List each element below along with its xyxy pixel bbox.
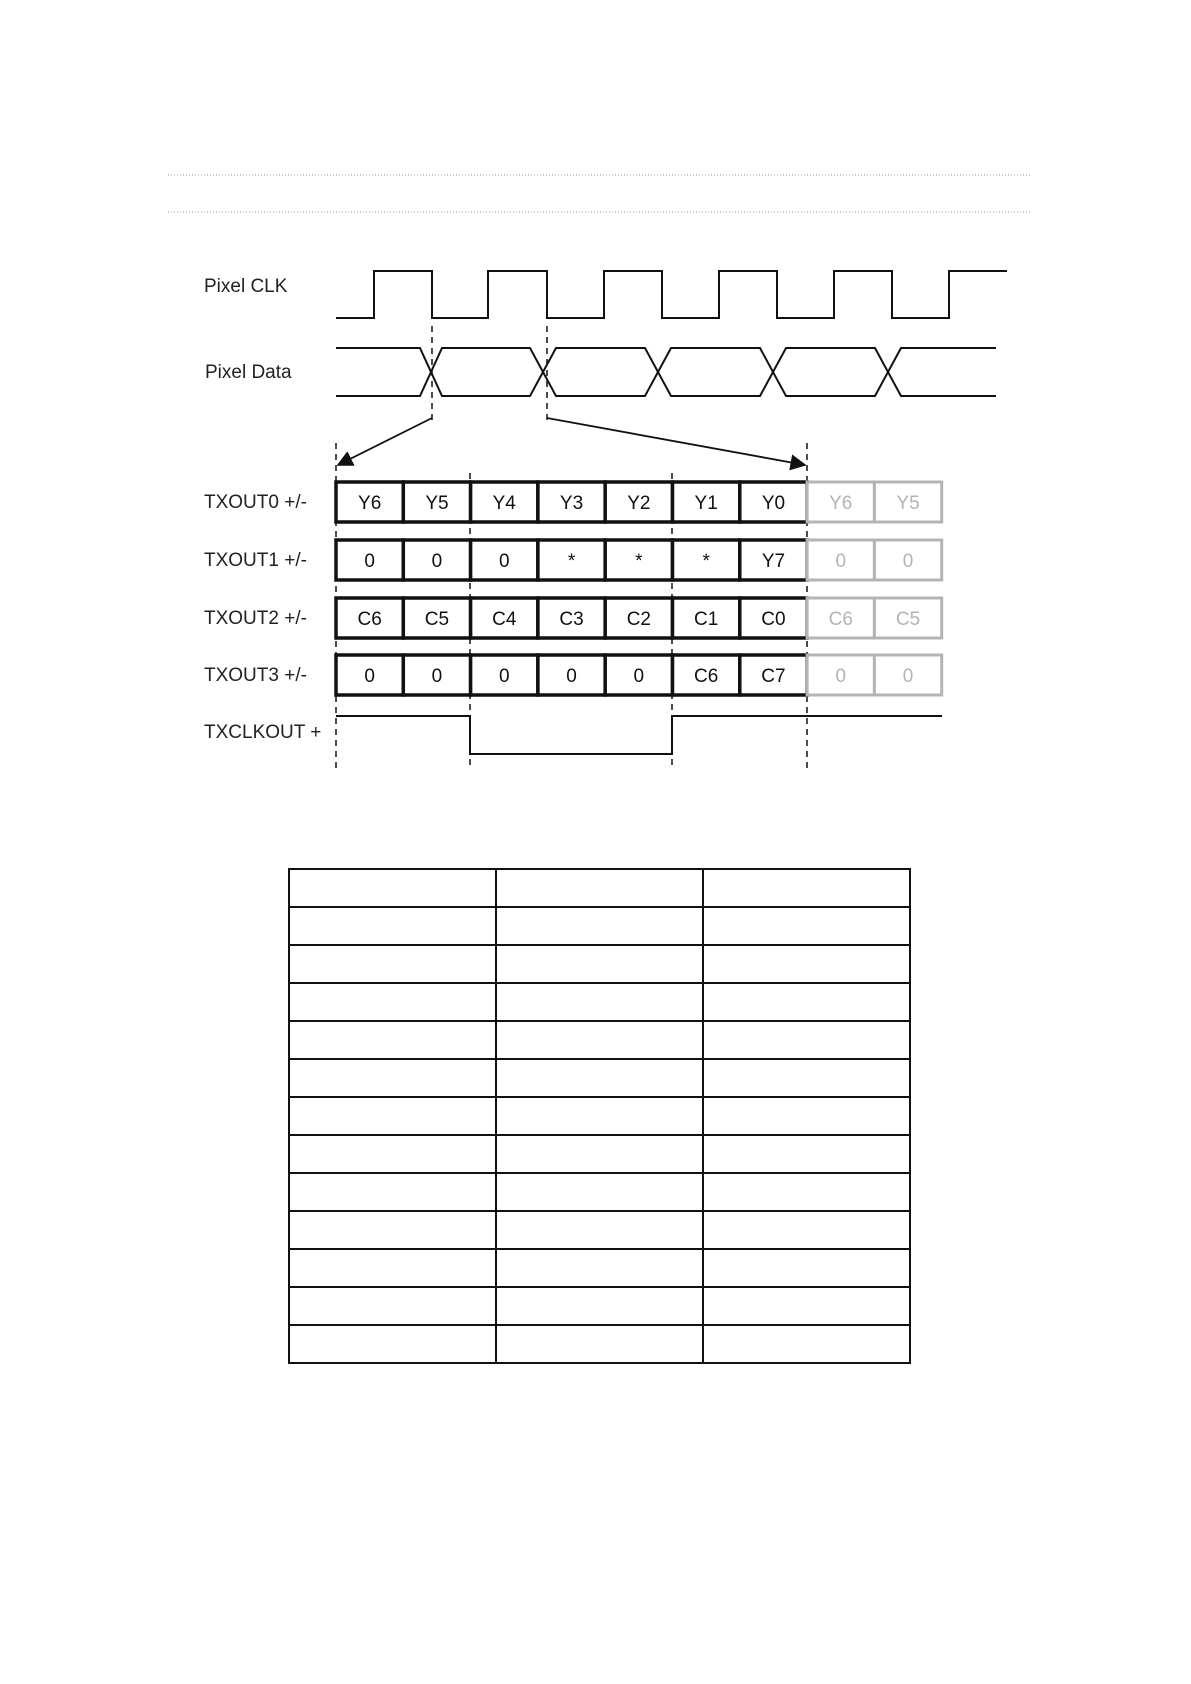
table-row [289, 1021, 910, 1059]
table-cell [289, 869, 496, 907]
lane-cell-label: C6 [357, 609, 382, 630]
table-cell [703, 1097, 910, 1135]
lane-cell-label: Y6 [358, 493, 382, 514]
table-cell [703, 945, 910, 983]
table-row [289, 907, 910, 945]
lane-cell-label: Y5 [896, 493, 920, 514]
label-txclkout: TXCLKOUT + [204, 722, 322, 743]
table-row [289, 1135, 910, 1173]
lane-cell-label: Y6 [829, 493, 853, 514]
table-cell [703, 1325, 910, 1363]
lane-cell-label: 0 [364, 666, 375, 687]
lane-cell-label: C5 [424, 609, 450, 630]
table-row [289, 1173, 910, 1211]
table-row [289, 945, 910, 983]
label-txout3: TXOUT3 +/- [204, 665, 307, 686]
table-cell [496, 1173, 703, 1211]
lane-cell-label: C3 [559, 609, 584, 630]
table-cell [496, 907, 703, 945]
label-txout2: TXOUT2 +/- [204, 608, 307, 629]
table-cell [496, 1059, 703, 1097]
table-cell [703, 1135, 910, 1173]
table-cell [289, 1287, 496, 1325]
lane-cell-label: C0 [761, 609, 786, 630]
table-cell [289, 1325, 496, 1363]
lane-cell-label: C1 [694, 609, 719, 630]
lane-cell-label: 0 [835, 551, 847, 572]
table-cell [289, 1097, 496, 1135]
table-cell [496, 1325, 703, 1363]
lane-cell-label: * [702, 551, 710, 572]
lane-cell-label: 0 [902, 666, 914, 687]
lane-cell-label: 0 [566, 666, 577, 687]
pin-assignment-table [288, 868, 911, 1364]
lane-cell-label: Y4 [492, 493, 516, 514]
serial-lanes [336, 482, 942, 695]
table-cell [496, 1097, 703, 1135]
lane-cell-label: 0 [364, 551, 375, 572]
table-row [289, 1325, 910, 1363]
table-cell [289, 945, 496, 983]
lane-cell-label: C7 [761, 666, 786, 687]
table-cell [703, 983, 910, 1021]
pixel-clk-waveform [336, 271, 1007, 318]
label-txout0: TXOUT0 +/- [204, 492, 307, 513]
table-cell [496, 1021, 703, 1059]
arrow-to-frame-start [338, 418, 432, 465]
table-cell [496, 945, 703, 983]
table-cell [703, 1021, 910, 1059]
table-row [289, 983, 910, 1021]
label-pixel-clk: Pixel CLK [204, 276, 288, 297]
lane-cell-label: * [635, 551, 643, 572]
lane-cell-label: 0 [431, 551, 443, 572]
lane-cell-label: C6 [828, 609, 853, 630]
lane-cell-label: * [567, 551, 576, 572]
table-cell [703, 869, 910, 907]
table-row [289, 1211, 910, 1249]
table-cell [496, 1135, 703, 1173]
table-cell [289, 1021, 496, 1059]
lane-cell-label: 0 [431, 666, 443, 687]
table-cell [289, 1135, 496, 1173]
lane-cell-label: C2 [626, 609, 651, 630]
table-cell [289, 907, 496, 945]
table-row [289, 1059, 910, 1097]
table-cell [496, 1211, 703, 1249]
arrow-to-frame-end [547, 418, 805, 465]
lane-cell-label: Y0 [761, 493, 786, 514]
lane-cell-label: 0 [498, 666, 510, 687]
table-cell [496, 983, 703, 1021]
table-cell [289, 1249, 496, 1287]
lane-cell-label: C5 [895, 609, 921, 630]
table-cell [703, 907, 910, 945]
lane-cell-label: 0 [633, 666, 645, 687]
table-row [289, 1287, 910, 1325]
table-cell [703, 1173, 910, 1211]
table-cell [703, 1211, 910, 1249]
lane-cell-label: Y7 [761, 551, 786, 572]
txclkout-waveform [336, 716, 942, 754]
table-cell [496, 1287, 703, 1325]
table-cell [289, 1059, 496, 1097]
lane-cell-label: 0 [835, 666, 847, 687]
lane-cell-label: Y5 [425, 493, 449, 514]
table-row [289, 869, 910, 907]
lane-cell-label: C6 [694, 666, 719, 687]
table-cell [703, 1287, 910, 1325]
table-cell [496, 869, 703, 907]
table-cell [289, 1211, 496, 1249]
lane-cell-label: Y3 [559, 493, 584, 514]
lane-cell-label: 0 [902, 551, 914, 572]
lane-cell-label: 0 [498, 551, 510, 572]
label-txout1: TXOUT1 +/- [204, 550, 307, 571]
label-pixel-data: Pixel Data [205, 362, 292, 383]
table-cell [289, 983, 496, 1021]
lane-cell-label: Y1 [694, 493, 718, 514]
table-row [289, 1097, 910, 1135]
table-cell [289, 1173, 496, 1211]
lane-cell-label: Y2 [627, 493, 651, 514]
table-cell [703, 1059, 910, 1097]
table-cell [703, 1249, 910, 1287]
lane-cell-label: C4 [492, 609, 517, 630]
table-row [289, 1249, 910, 1287]
table-cell [496, 1249, 703, 1287]
